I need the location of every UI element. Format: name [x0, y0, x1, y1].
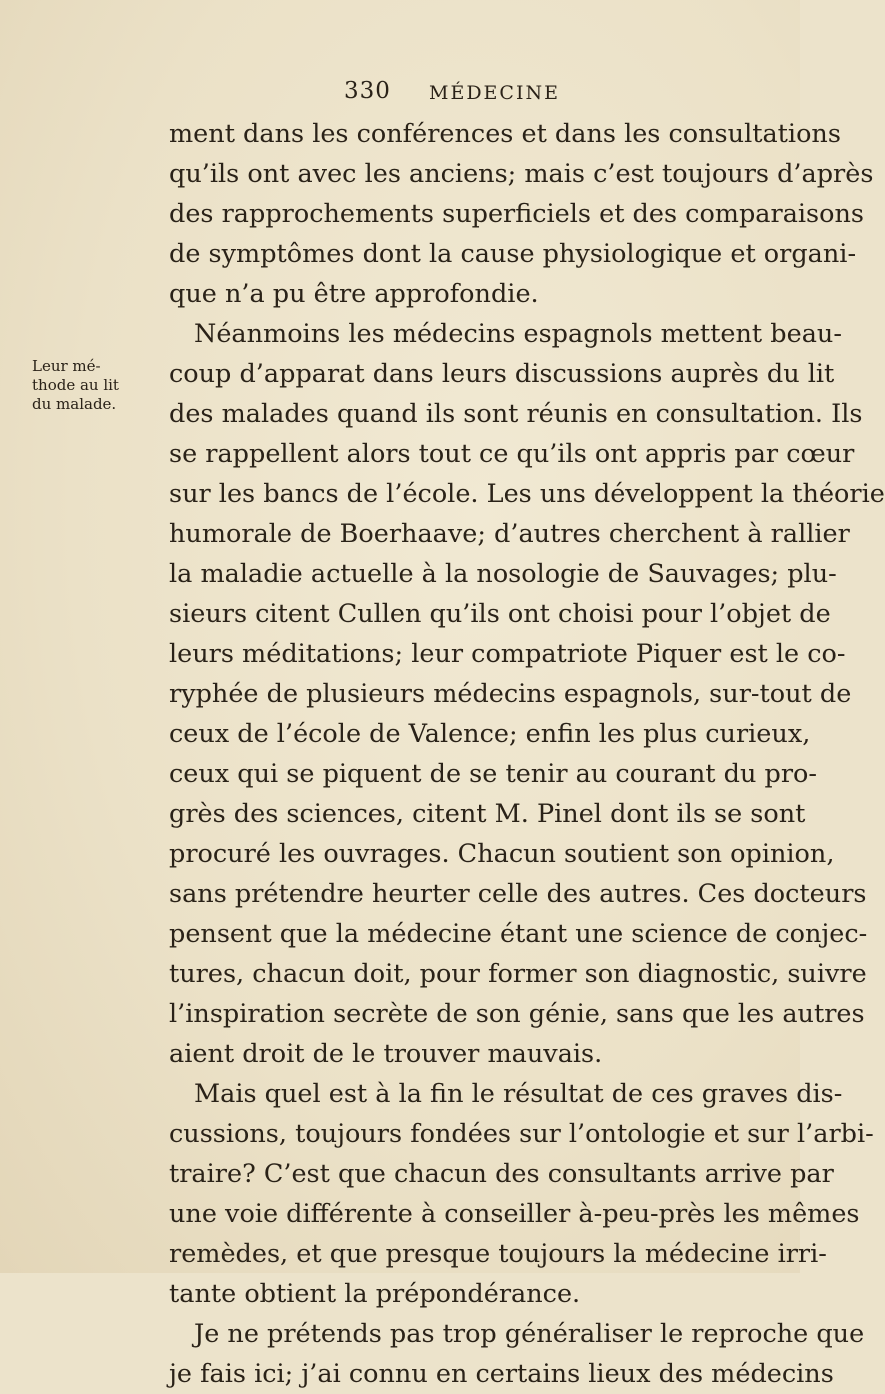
- margin-note: [32, 357, 147, 414]
- text-line: la maladie actuelle à la nosologie de Sauvages; plu-: [169, 559, 837, 589]
- paragraph-start-line: Néanmoins les médecins espagnols mettent beau-: [194, 319, 842, 349]
- text-line: je fais ici; j’ai connu en certains lieux des médecins: [169, 1359, 834, 1389]
- text-line: tante obtient la prépondérance.: [169, 1279, 581, 1309]
- text-line: grès des sciences, citent M. Pinel dont ils se sont: [169, 799, 806, 829]
- text-line: leurs méditations; leur compatriote Piquer est le co-: [169, 639, 846, 669]
- running-title: MÉDECINE: [429, 82, 560, 104]
- text-line: de symptômes dont la cause physiologique et organi-: [169, 239, 857, 269]
- text-line: des rapprochements superficiels et des comparaisons: [169, 199, 864, 229]
- text-line: ceux qui se piquent de se tenir au courant du pro-: [169, 759, 817, 789]
- text-line: que n’a pu être approfondie.: [169, 279, 539, 309]
- paragraph-start-line: Je ne prétends pas trop généraliser le reproche que: [194, 1319, 865, 1349]
- text-line: des malades quand ils sont réunis en consultation. Ils: [169, 399, 863, 429]
- page-number: 330: [344, 78, 391, 104]
- text-line: humorale de Boerhaave; d’autres cherchent à rallier: [169, 519, 850, 549]
- margin-note-line: du malade.: [32, 395, 117, 413]
- text-line: l’inspiration secrète de son génie, sans que les autres: [169, 999, 865, 1029]
- text-line: remèdes, et que presque toujours la médecine irri-: [169, 1239, 827, 1269]
- text-line: pensent que la médecine étant une science de conjec-: [169, 919, 868, 949]
- text-line: ceux de l’école de Valence; enfin les plus curieux,: [169, 719, 811, 749]
- text-line: traire? C’est que chacun des consultants arrive par: [169, 1159, 834, 1189]
- text-line: sur les bancs de l’école. Les uns développent la théorie: [169, 479, 885, 509]
- text-line: sans prétendre heurter celle des autres. Ces docteurs: [169, 879, 867, 909]
- text-line: aient droit de le trouver mauvais.: [169, 1039, 603, 1069]
- text-line: qu’ils ont avec les anciens; mais c’est toujours d’après: [169, 159, 874, 189]
- text-line: ryphée de plusieurs médecins espagnols, sur-tout de: [169, 679, 852, 709]
- text-line: se rappellent alors tout ce qu’ils ont appris par cœur: [169, 439, 855, 469]
- text-line: coup d’apparat dans leurs discussions auprès du lit: [169, 359, 835, 389]
- text-line: procuré les ouvrages. Chacun soutient son opinion,: [169, 839, 835, 869]
- margin-note-line: thode au lit: [32, 376, 119, 394]
- body-text: [169, 114, 885, 1394]
- text-line: tures, chacun doit, pour former son diagnostic, suivre: [169, 959, 867, 989]
- paragraph-start-line: Mais quel est à la fin le résultat de ces graves dis-: [194, 1079, 843, 1109]
- text-line: ment dans les conférences et dans les consultations: [169, 119, 841, 149]
- text-line: cussions, toujours fondées sur l’ontologie et sur l’arbi-: [169, 1119, 874, 1149]
- text-line: une voie différente à conseiller à-peu-près les mêmes: [169, 1199, 860, 1229]
- text-line: sieurs citent Cullen qu’ils ont choisi pour l’objet de: [169, 599, 831, 629]
- margin-note-line: Leur mé-: [32, 357, 101, 375]
